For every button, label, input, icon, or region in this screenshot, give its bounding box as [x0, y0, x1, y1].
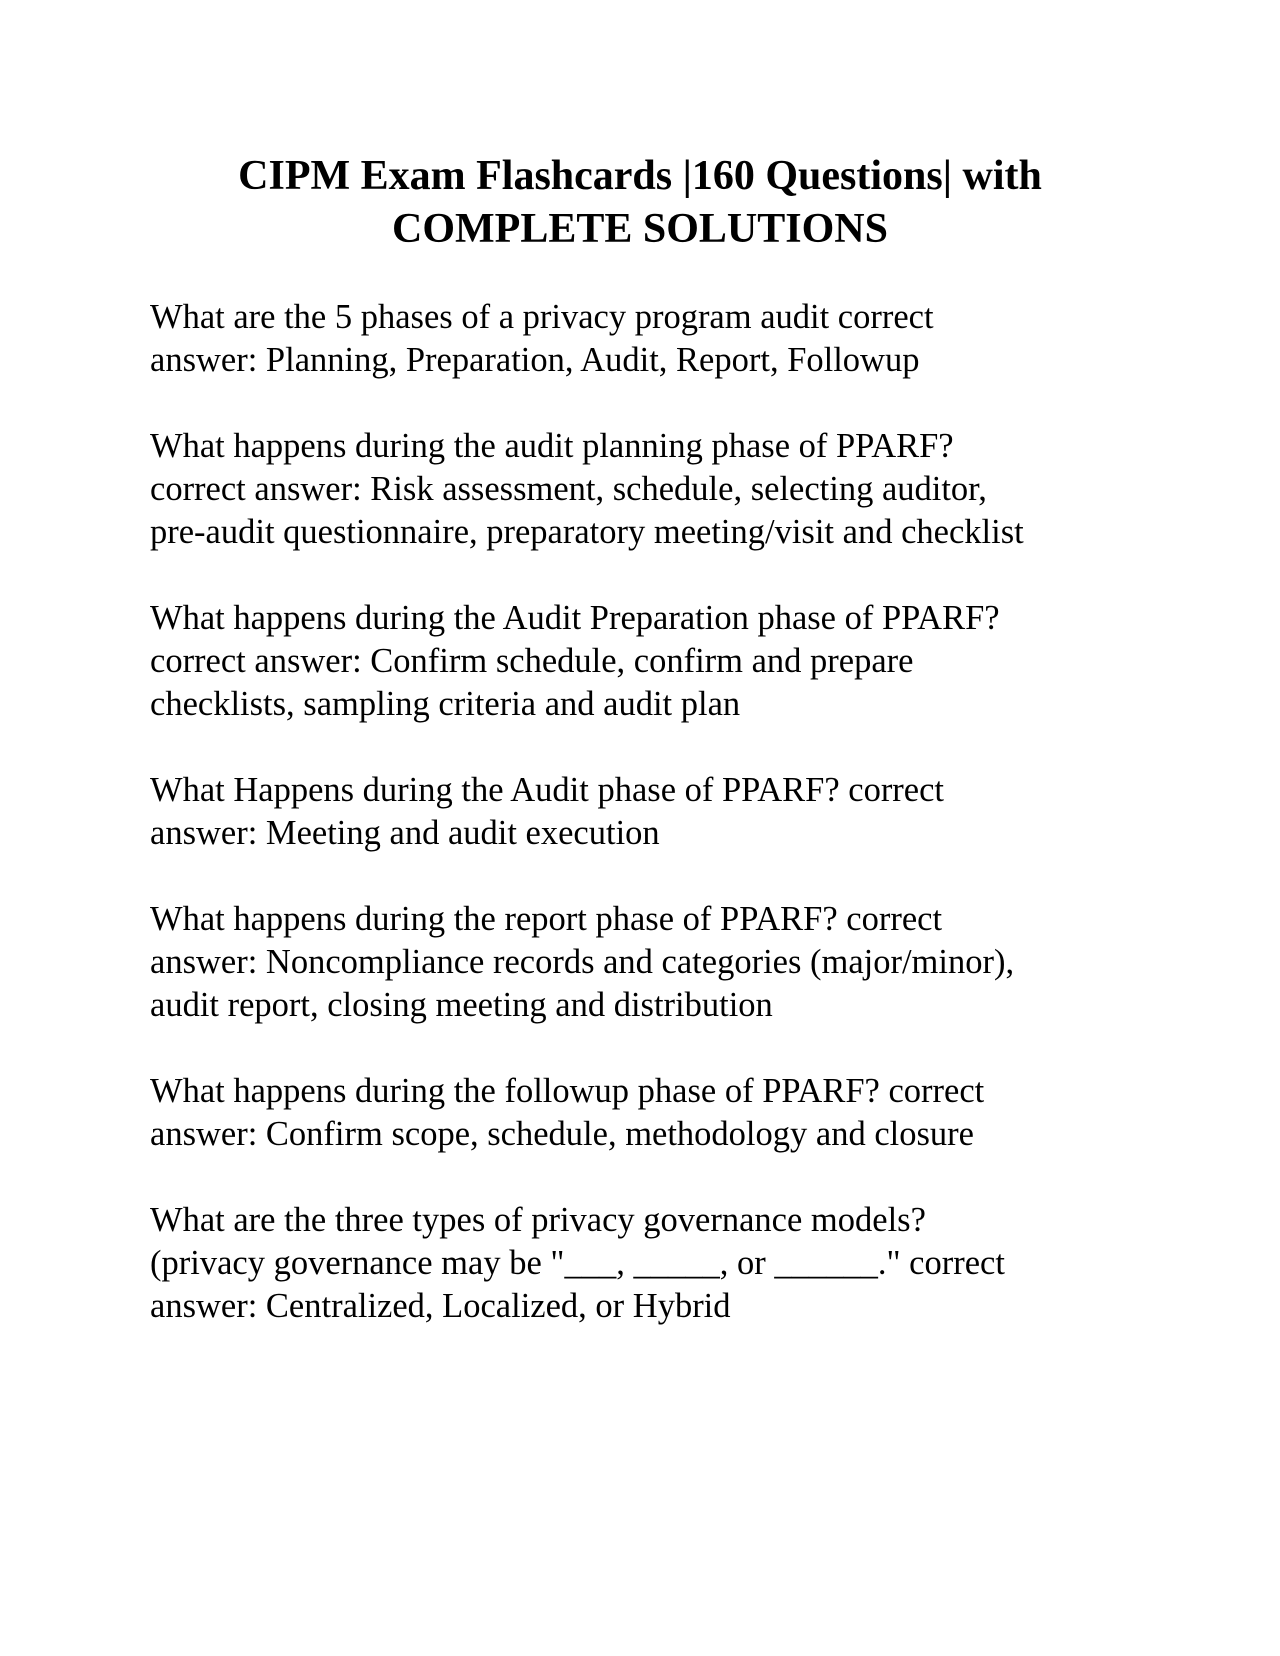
flashcard-line: What happens during the Audit Preparation phase of PPARF?: [150, 599, 1000, 637]
flashcard: [150, 898, 1150, 1027]
flashcard: [150, 1070, 1150, 1156]
flashcard-line: (privacy governance may be "___, _____, or ______." correct: [150, 1244, 1005, 1282]
flashcard-line: answer: Noncompliance records and categories (major/minor),: [150, 943, 1015, 981]
flashcard: [150, 1199, 1150, 1328]
flashcard-line: correct answer: Confirm schedule, confirm and prepare: [150, 642, 914, 680]
flashcard-line: What are the three types of privacy governance models?: [150, 1201, 926, 1239]
flashcard: [150, 597, 1150, 726]
flashcard-line: checklists, sampling criteria and audit plan: [150, 685, 741, 723]
title-line-1: CIPM Exam Flashcards |160 Questions| with: [238, 153, 1042, 199]
flashcard-line: What happens during the audit planning phase of PPARF?: [150, 427, 954, 465]
flashcard-line: What happens during the followup phase of PPARF? correct: [150, 1072, 985, 1110]
flashcard: [150, 296, 1150, 382]
title-line-2: COMPLETE SOLUTIONS: [392, 206, 888, 252]
flashcard-line: What are the 5 phases of a privacy program audit correct: [150, 298, 934, 336]
flashcard-line: answer: Planning, Preparation, Audit, Report, Followup: [150, 341, 920, 379]
flashcard: [150, 425, 1150, 554]
flashcard-line: What Happens during the Audit phase of PPARF? correct: [150, 771, 945, 809]
flashcard-line: What happens during the report phase of PPARF? correct: [150, 900, 943, 938]
flashcard: [150, 769, 1150, 855]
flashcard-line: correct answer: Risk assessment, schedule, selecting auditor,: [150, 470, 987, 508]
document-title: [150, 150, 1130, 256]
flashcard-line: audit report, closing meeting and distribution: [150, 986, 773, 1024]
flashcard-line: answer: Confirm scope, schedule, methodology and closure: [150, 1115, 974, 1153]
flashcard-line: answer: Meeting and audit execution: [150, 814, 660, 852]
flashcard-list: [150, 296, 1150, 1371]
flashcard-line: pre-audit questionnaire, preparatory meeting/visit and checklist: [150, 513, 1024, 551]
flashcard-line: answer: Centralized, Localized, or Hybrid: [150, 1287, 731, 1325]
